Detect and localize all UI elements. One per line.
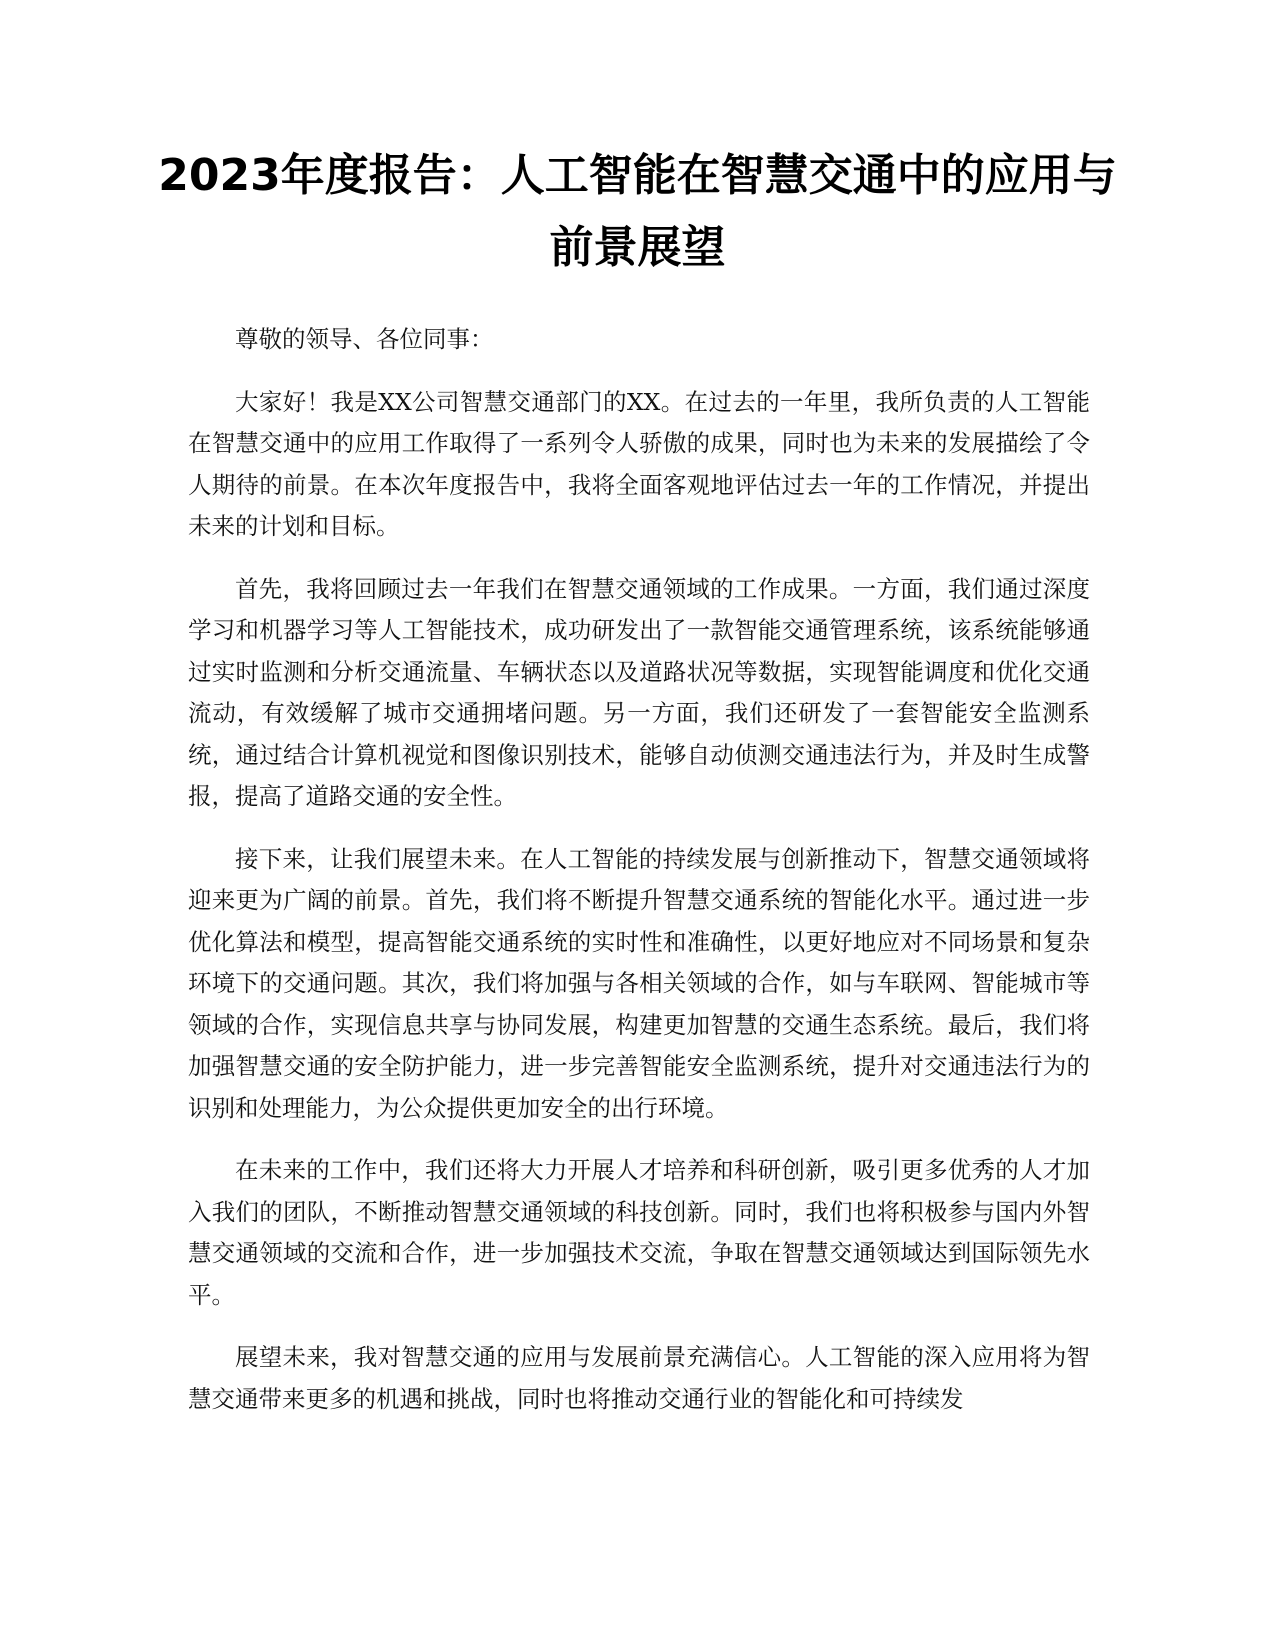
paragraph-outlook: 接下来，让我们展望未来。在人工智能的持续发展与创新推动下，智慧交通领域将迎来更为广阔的前景。首先，我们将不断提升智慧交通系统的智能化水平。通过进一步优化算法和模型，提高智能交通系统的实时性和准确性，以更好地应对不同场景和复杂环境下的交通问题。其次，我们将加强与各相关领域的合作，如与车联网、智能城市等领域的合作，实现信息共享与协同发展，构建更加智慧的交通生态系统。最后，我们将加强智慧交通的安全防护能力，进一步完善智能安全监测系统，提升对交通违法行为的识别和处理能力，为公众提供更加安全的出行环境。 [188, 844, 1090, 1122]
document-body [188, 319, 1090, 1441]
paragraph-talent-innovation: 在未来的工作中，我们还将大力开展人才培养和科研创新，吸引更多优秀的人才加入我们的团队，不断推动智慧交通领域的科技创新。同时，我们也将积极参与国内外智慧交通领域的交流和合作，进一步加强技术交流，争取在智慧交通领域达到国际领先水平。 [188, 1156, 1090, 1309]
salutation: 尊敬的领导、各位同事： [235, 325, 494, 353]
paragraph-introduction: 大家好！我是XX公司智慧交通部门的XX。在过去的一年里，我所负责的人工智能在智慧交通中的应用工作取得了一系列令人骄傲的成果，同时也为未来的发展描绘了令人期待的前景。在本次年度报告中，我将全面客观地评估过去一年的工作情况，并提出未来的计划和目标。 [188, 387, 1090, 540]
paragraph-achievements: 首先，我将回顾过去一年我们在智慧交通领域的工作成果。一方面，我们通过深度学习和机器学习等人工智能技术，成功研发出了一款智能交通管理系统，该系统能够通过实时监测和分析交通流量、车辆状态以及道路状况等数据，实现智能调度和优化交通流动，有效缓解了城市交通拥堵问题。另一方面，我们还研发了一套智能安全监测系统，通过结合计算机视觉和图像识别技术，能够自动侦测交通违法行为，并及时生成警报，提高了道路交通的安全性。 [188, 574, 1090, 810]
document-title: 2023年度报告：人工智能在智慧交通中的应用与前景展望 [158, 150, 1117, 273]
paragraph-conclusion: 展望未来，我对智慧交通的应用与发展前景充满信心。人工智能的深入应用将为智慧交通带来更多的机遇和挑战，同时也将推动交通行业的智能化和可持续发 [188, 1343, 1090, 1413]
